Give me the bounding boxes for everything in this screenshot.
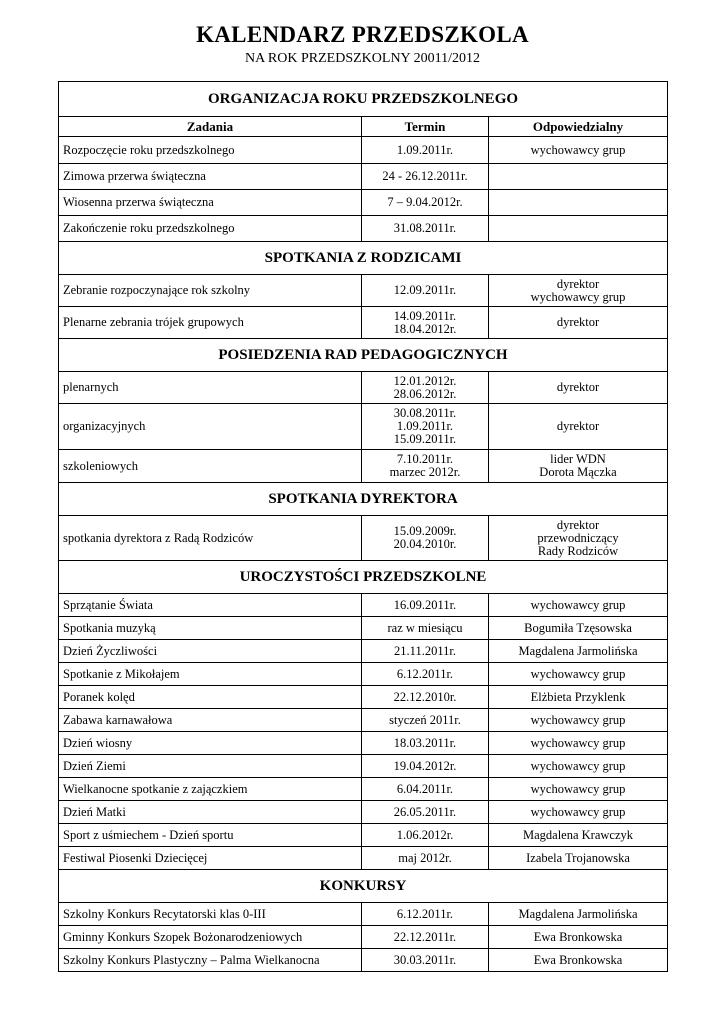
responsible-cell-line: Rady Rodziców — [537, 543, 619, 558]
table-row — [59, 663, 668, 686]
table-row — [59, 640, 668, 663]
section-title: SPOTKANIA Z RODZICAMI — [59, 242, 668, 275]
task-cell: organizacyjnych — [59, 404, 362, 450]
term-cell-line: 18.04.2012r. — [393, 321, 457, 336]
responsible-cell-line: Ewa Bronkowska — [533, 952, 623, 967]
term-cell-line: 16.09.2011r. — [393, 597, 457, 612]
responsible-cell — [489, 778, 668, 801]
term-cell-line: 12.09.2011r. — [393, 283, 457, 297]
responsible-cell-line: wychowawcy grup — [530, 289, 626, 304]
responsible-cell — [489, 307, 668, 339]
term-cell-line: 6.04.2011r. — [396, 781, 454, 796]
term-cell — [362, 755, 489, 778]
responsible-cell — [489, 216, 668, 242]
term-cell — [362, 778, 489, 801]
term-cell — [362, 801, 489, 824]
task-cell: spotkania dyrektora z Radą Rodziców — [59, 516, 362, 561]
responsible-cell — [489, 640, 668, 663]
task-cell: Szkolny Konkurs Recytatorski klas 0-III — [59, 903, 362, 926]
responsible-cell — [489, 594, 668, 617]
table-row — [59, 307, 668, 339]
term-cell — [362, 137, 489, 164]
task-cell: Szkolny Konkurs Plastyczny – Palma Wielkanocna — [59, 949, 362, 972]
section-title: SPOTKANIA DYREKTORA — [59, 483, 668, 516]
term-cell-line: 30.08.2011r. — [393, 406, 457, 420]
term-cell-line: 1.09.2011r. — [396, 142, 454, 157]
column-header-term: Termin — [362, 117, 489, 137]
responsible-cell-line: Dorota Mączka — [539, 465, 617, 479]
responsible-cell — [489, 686, 668, 709]
table-row — [59, 617, 668, 640]
table-row — [59, 275, 668, 307]
table-row — [59, 164, 668, 190]
responsible-cell-line: lider WDN — [550, 452, 606, 466]
term-cell — [362, 594, 489, 617]
section-header-row — [59, 561, 668, 594]
term-cell — [362, 663, 489, 686]
section-header-row — [59, 242, 668, 275]
column-header-task: Zadania — [59, 117, 362, 137]
table-row — [59, 847, 668, 870]
responsible-cell-line: Bogumiła Tzęsowska — [524, 620, 632, 635]
responsible-cell-line: Magdalena Krawczyk — [522, 827, 634, 842]
term-cell — [362, 617, 489, 640]
term-cell-line: 6.12.2011r. — [396, 666, 454, 681]
term-cell — [362, 709, 489, 732]
responsible-cell-line: wychowawcy grup — [530, 666, 626, 681]
section-header-row — [59, 339, 668, 372]
table-row — [59, 801, 668, 824]
term-cell-line: 22.12.2011r. — [393, 929, 457, 944]
task-cell: Plenarne zebrania trójek grupowych — [59, 307, 362, 339]
table-row — [59, 949, 668, 972]
responsible-cell — [489, 824, 668, 847]
responsible-cell-line: wychowawcy grup — [530, 735, 626, 750]
task-cell: Zabawa karnawałowa — [59, 709, 362, 732]
table-row — [59, 450, 668, 483]
responsible-cell — [489, 926, 668, 949]
responsible-cell-line: wychowawcy grup — [530, 142, 626, 157]
task-cell: Spotkania muzyką — [59, 617, 362, 640]
term-cell-line: 26.05.2011r. — [393, 804, 457, 819]
term-cell — [362, 275, 489, 307]
task-cell: Dzień wiosny — [59, 732, 362, 755]
table-row — [59, 778, 668, 801]
section-title: POSIEDZENIA RAD PEDAGOGICZNYCH — [59, 339, 668, 372]
term-cell — [362, 164, 489, 190]
responsible-cell-line: wychowawcy grup — [530, 758, 626, 773]
table-row — [59, 686, 668, 709]
table-row — [59, 137, 668, 164]
term-cell-line: 1.06.2012r. — [396, 827, 454, 842]
term-cell-line: 12.01.2012r. — [393, 373, 457, 388]
term-cell-line: 31.08.2011r. — [393, 221, 457, 235]
term-cell — [362, 640, 489, 663]
task-cell: plenarnych — [59, 372, 362, 404]
responsible-cell-line: Elżbieta Przyklenk — [530, 689, 626, 704]
term-cell-line: 14.09.2011r. — [393, 308, 457, 323]
term-cell-line: 15.09.2009r. — [393, 524, 457, 538]
task-cell: Spotkanie z Mikołajem — [59, 663, 362, 686]
section-title: UROCZYSTOŚCI PRZEDSZKOLNE — [59, 561, 668, 594]
task-cell: Rozpoczęcie roku przedszkolnego — [59, 137, 362, 164]
task-cell: Gminny Konkurs Szopek Bożonarodzeniowych — [59, 926, 362, 949]
responsible-cell — [489, 847, 668, 870]
term-cell — [362, 372, 489, 404]
table-row — [59, 926, 668, 949]
term-cell — [362, 307, 489, 339]
responsible-cell-line: dyrektor — [556, 315, 600, 329]
responsible-cell-line: wychowawcy grup — [530, 597, 626, 612]
task-cell: Zakończenie roku przedszkolnego — [59, 216, 362, 242]
responsible-cell-line: wychowawcy grup — [530, 712, 626, 727]
term-cell-line: 18.03.2011r. — [393, 735, 457, 750]
responsible-cell-line: dyrektor — [556, 380, 600, 394]
responsible-cell — [489, 949, 668, 972]
responsible-cell-line: wychowawcy grup — [530, 804, 626, 819]
responsible-cell — [489, 801, 668, 824]
term-cell-line: 21.11.2011r. — [394, 643, 456, 658]
task-cell: szkoleniowych — [59, 450, 362, 483]
table-row — [59, 216, 668, 242]
table-row — [59, 732, 668, 755]
responsible-cell — [489, 732, 668, 755]
responsible-cell — [489, 903, 668, 926]
term-cell — [362, 824, 489, 847]
task-cell: Festiwal Piosenki Dziecięcej — [59, 847, 362, 870]
responsible-cell-line: Magdalena Jarmolińska — [518, 643, 638, 658]
responsible-cell-line: dyrektor — [556, 419, 600, 433]
task-cell: Dzień Życzliwości — [59, 640, 362, 663]
task-cell: Dzień Matki — [59, 801, 362, 824]
responsible-cell — [489, 404, 668, 450]
table-row — [59, 903, 668, 926]
term-cell-line: 19.04.2012r. — [393, 758, 457, 773]
document-subtitle: NA ROK PRZEDSZKOLNY 20011/2012 — [244, 51, 481, 66]
term-cell-line: 7 – 9.04.2012r. — [387, 195, 463, 209]
term-cell-line: 30.03.2011r. — [393, 952, 457, 967]
section-header-row — [59, 870, 668, 903]
table-row — [59, 516, 668, 561]
term-cell — [362, 450, 489, 483]
term-cell — [362, 847, 489, 870]
responsible-cell — [489, 275, 668, 307]
term-cell-line: raz w miesiącu — [387, 620, 463, 635]
term-cell — [362, 903, 489, 926]
responsible-cell — [489, 617, 668, 640]
responsible-cell — [489, 450, 668, 483]
responsible-cell — [489, 137, 668, 164]
term-cell-line: 6.12.2011r. — [396, 906, 454, 921]
responsible-cell-line: Izabela Trojanowska — [526, 850, 630, 865]
term-cell — [362, 686, 489, 709]
responsible-cell-line: Ewa Bronkowska — [533, 929, 623, 944]
calendar-table — [58, 81, 668, 972]
table-row — [59, 404, 668, 450]
table-row — [59, 372, 668, 404]
term-cell — [362, 949, 489, 972]
responsible-cell-line: przewodniczący — [537, 530, 619, 545]
responsible-cell-line: Magdalena Jarmolińska — [518, 906, 638, 921]
term-cell — [362, 190, 489, 216]
responsible-cell — [489, 516, 668, 561]
term-cell — [362, 926, 489, 949]
table-row — [59, 594, 668, 617]
term-cell-line: 24 - 26.12.2011r. — [382, 169, 468, 183]
document-title: KALENDARZ PRZEDSZKOLA — [196, 22, 529, 47]
term-cell-line: 20.04.2010r. — [393, 537, 457, 551]
responsible-cell — [489, 663, 668, 686]
term-cell — [362, 216, 489, 242]
term-cell-line: 7.10.2011r. — [396, 452, 454, 466]
table-row — [59, 824, 668, 847]
term-cell-line: 28.06.2012r. — [393, 386, 457, 401]
term-cell — [362, 516, 489, 561]
column-header-responsible: Odpowiedzialny — [489, 117, 668, 137]
responsible-cell — [489, 372, 668, 404]
task-cell: Wiosenna przerwa świąteczna — [59, 190, 362, 216]
task-cell: Wielkanocne spotkanie z zajączkiem — [59, 778, 362, 801]
responsible-cell — [489, 190, 668, 216]
task-cell: Sport z uśmiechem - Dzień sportu — [59, 824, 362, 847]
task-cell: Zebranie rozpoczynające rok szkolny — [59, 275, 362, 307]
table-row — [59, 190, 668, 216]
column-header-row — [59, 117, 668, 137]
section-header-row — [59, 82, 668, 117]
term-cell-line: maj 2012r. — [398, 850, 452, 865]
term-cell-line: 15.09.2011r. — [393, 432, 457, 446]
term-cell-line: 22.12.2010r. — [393, 689, 457, 704]
term-cell-line: 1.09.2011r. — [396, 419, 454, 433]
responsible-cell — [489, 164, 668, 190]
term-cell-line: marzec 2012r. — [389, 465, 461, 479]
responsible-cell-line: dyrektor — [556, 517, 600, 532]
section-title: ORGANIZACJA ROKU PRZEDSZKOLNEGO — [59, 82, 668, 117]
table-row — [59, 755, 668, 778]
task-cell: Sprzątanie Świata — [59, 594, 362, 617]
responsible-cell-line: dyrektor — [556, 276, 600, 291]
task-cell: Poranek kolęd — [59, 686, 362, 709]
term-cell-line: styczeń 2011r. — [389, 712, 461, 727]
responsible-cell — [489, 755, 668, 778]
section-title: KONKURSY — [59, 870, 668, 903]
table-row — [59, 709, 668, 732]
term-cell — [362, 732, 489, 755]
term-cell — [362, 404, 489, 450]
section-header-row — [59, 483, 668, 516]
task-cell: Dzień Ziemi — [59, 755, 362, 778]
task-cell: Zimowa przerwa świąteczna — [59, 164, 362, 190]
responsible-cell-line: wychowawcy grup — [530, 781, 626, 796]
responsible-cell — [489, 709, 668, 732]
